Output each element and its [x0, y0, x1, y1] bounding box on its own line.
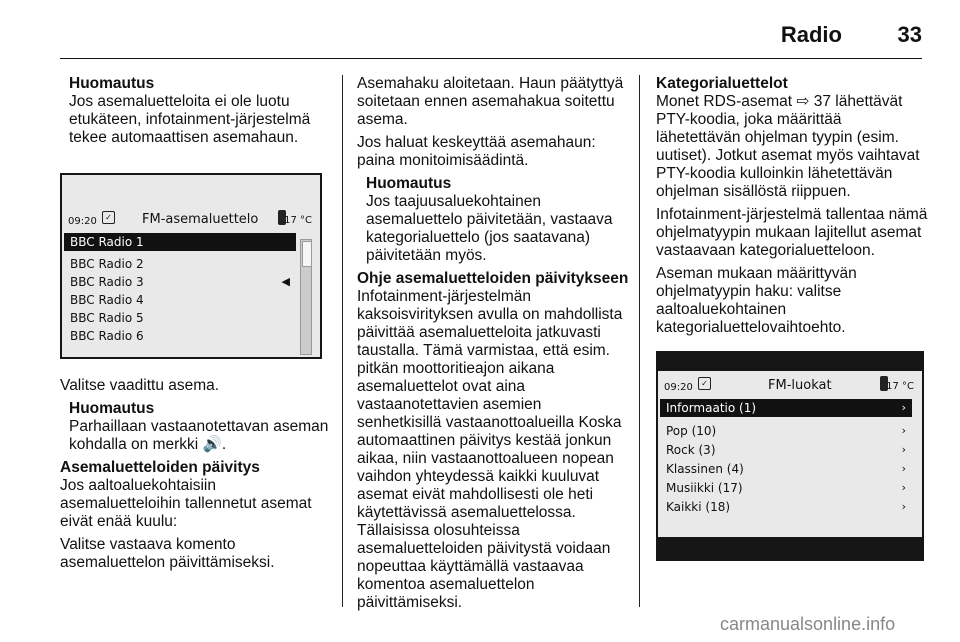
chevron-right-icon: ›: [901, 462, 906, 475]
category-name: Musiikki (17): [666, 481, 743, 495]
section-heading: Ohje asemaluetteloiden päivitykseen: [357, 270, 629, 287]
speaker-icon: ◀: [281, 275, 290, 288]
chevron-right-icon: ›: [901, 401, 906, 414]
clock-icon: ✓: [698, 377, 711, 390]
note-heading: Huomautus: [69, 75, 155, 92]
category-name: Informaatio (1): [666, 401, 757, 415]
body-text: Jos haluat keskeyttää asemahaun: paina monitoimisäädintä.: [357, 134, 596, 169]
page-title: Radio: [780, 22, 842, 47]
chevron-right-icon: ›: [901, 443, 906, 456]
section-heading: Asemaluetteloiden päivitys: [60, 459, 260, 476]
note-heading: Huomautus: [69, 400, 155, 417]
body-text: Monet RDS-asemat ⇨ 37 lähettävät PTY-koodia, joka määrittää lähetettävän ohjelman tyypin (esim. uutiset). Jotkut asemat myös vaihtavat PTY-koodia kulloinkin lähetettävän ohjelman sisällöstä riippuen.: [656, 93, 920, 200]
station-list-item[interactable]: [64, 233, 296, 251]
category-name: Pop (10): [666, 424, 717, 438]
category-name: Klassinen (4): [666, 462, 744, 476]
screen-title: FM-asemaluettelo: [142, 212, 259, 227]
clock-time: 09:20: [664, 382, 693, 393]
category-name: Rock (3): [666, 443, 716, 457]
category-list-item[interactable]: [660, 422, 912, 440]
station-name: BBC Radio 5: [70, 311, 144, 325]
column-2: [357, 75, 629, 617]
column-3: [656, 75, 928, 579]
chevron-right-icon: ›: [901, 424, 906, 437]
column-1: [60, 75, 332, 577]
body-text: Aseman mukaan määrittyvän ohjelmatyypin haku: valitse aaltoaluekohtainen kategorialuettelovaihtoehto.: [656, 265, 857, 336]
outside-temperature: 17 °C: [284, 215, 312, 226]
page-number: 33: [897, 22, 922, 47]
station-list-item[interactable]: [64, 273, 296, 291]
screen-title: FM-luokat: [768, 378, 832, 393]
station-name: BBC Radio 1: [70, 235, 144, 249]
category-list-item[interactable]: [660, 498, 912, 516]
station-name: BBC Radio 6: [70, 329, 144, 343]
screen-status-bar: [64, 207, 318, 229]
body-text: Jos aaltoaluekohtaisiin asemaluetteloihin tallennetut asemat eivät enää kuulu:: [60, 477, 312, 530]
page-header: [60, 18, 922, 59]
instruction-text: Valitse vaadittu asema.: [60, 377, 220, 394]
category-list-item[interactable]: [660, 399, 912, 417]
station-name: BBC Radio 3: [70, 275, 144, 289]
body-text: Infotainment-järjestelmän kaksoisvirityksen avulla on mahdollista päivittää asemaluetteloita jatkuvasti taustalla. Tämä varmistaa, että esim. pitkän moottoritieajon aikana asemaluettelot ovat aina vastaanotettavien asemien senhetkisillä vastaanottoalueilla Koska automaattinen päivitys kestää jonkun aikaa, niin vastaanottoalueen nopean vaihdon yhteydessä kaikki kuuluvat asemat eivät mahdollisesti ole heti käytettävissä asemaluettelossa. Tällaisissa olosuhteissa asemaluetteloiden päivitystä voidaan nopeuttaa käyttämällä vastaavaa komentoa asemaluettelon päivittämiseksi.: [357, 288, 623, 611]
clock-time: 09:20: [68, 216, 97, 227]
section-heading: Kategorialuettelot: [656, 75, 788, 92]
body-text: Asemahaku aloitetaan. Haun päätyttyä soitetaan ennen asemahakua soitettu asema.: [357, 75, 624, 128]
note-text: Parhaillaan vastaanotettavan aseman kohdalla on merkki 🔊.: [69, 418, 329, 453]
body-text: Infotainment-järjestelmä tallentaa nämä ohjelmatyypin mukaan lajitellut asemat vastaavaan kategorialuetteloon.: [656, 206, 928, 259]
station-name: BBC Radio 4: [70, 293, 144, 307]
note-heading: Huomautus: [366, 175, 452, 192]
category-list-item[interactable]: [660, 441, 912, 459]
category-name: Kaikki (18): [666, 500, 731, 514]
column-divider: [639, 75, 640, 607]
chevron-right-icon: ›: [901, 500, 906, 513]
column-divider: [342, 75, 343, 607]
body-text: Valitse vastaava komento asemaluettelon päivittämiseksi.: [60, 536, 275, 571]
chevron-right-icon: ›: [901, 481, 906, 494]
station-list-item[interactable]: [64, 255, 296, 273]
category-list-item[interactable]: [660, 479, 912, 497]
station-list-item[interactable]: [64, 327, 296, 345]
station-list-screen: [60, 173, 322, 359]
category-list-item[interactable]: [660, 460, 912, 478]
station-list-item[interactable]: [64, 291, 296, 309]
note-text: Jos asemaluetteloita ei ole luotu etukäteen, infotainment-järjestelmä tekee automaattisen asemahaun.: [69, 93, 311, 146]
station-list-item[interactable]: [64, 309, 296, 327]
screen-status-bar: [660, 373, 920, 395]
note-text: Jos taajuusaluekohtainen asemaluettelo päivitetään, vastaava kategorialuettelo (jos saatavana) päivitetään myös.: [366, 193, 613, 264]
category-list-screen: [656, 351, 924, 561]
outside-temperature: 17 °C: [886, 381, 914, 392]
clock-icon: ✓: [102, 211, 115, 224]
station-name: BBC Radio 2: [70, 257, 144, 271]
watermark: carmanualsonline.info: [720, 614, 896, 634]
scrollbar-thumb[interactable]: [302, 241, 312, 267]
